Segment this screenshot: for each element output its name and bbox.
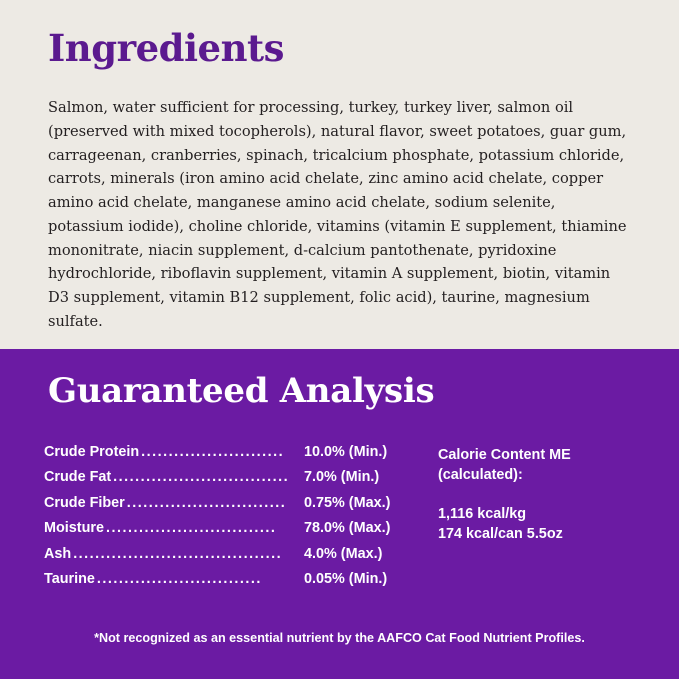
- nutrient-name: Moisture: [44, 520, 104, 537]
- table-row: [44, 521, 424, 535]
- nutrient-value: 7.0% (Min.): [304, 469, 380, 486]
- table-row: [44, 470, 424, 484]
- nutrient-name: Taurine: [44, 571, 95, 588]
- nutrient-table: [44, 445, 424, 597]
- nutrient-name: Ash: [44, 545, 72, 562]
- table-row: [44, 496, 424, 510]
- guaranteed-analysis-panel: [0, 349, 679, 679]
- leader-dots: ..............................: [96, 572, 262, 587]
- nutrient-name: Crude Protein: [44, 444, 140, 460]
- leader-dots: ................................: [113, 470, 290, 485]
- nutrient-name: Crude Fat: [44, 469, 112, 486]
- nutrient-value: 0.05% (Min.): [304, 571, 388, 588]
- leader-dots: .............................: [126, 495, 287, 511]
- leader-dots: ..........................: [141, 445, 285, 460]
- calorie-per-kg: 1,116 kcal/kg: [438, 505, 527, 522]
- nutrient-value: 4.0% (Max.): [304, 545, 383, 562]
- nutrient-name: Crude Fiber: [44, 494, 125, 511]
- table-row: [44, 547, 424, 561]
- calorie-content-heading-line2: (calculated):: [438, 467, 523, 484]
- aafco-footnote: *Not recognized as an essential nutrient by the AAFCO Cat Food Nutrient Profiles.: [94, 631, 585, 645]
- guaranteed-analysis-title: Guaranteed Analysis: [48, 371, 435, 411]
- calorie-per-can: 174 kcal/can 5.5oz: [438, 526, 563, 543]
- ingredients-text: Salmon, water sufficient for processing, turkey, turkey liver, salmon oil (preserved with mixed tocopherols), natural flavor, sweet potatoes, guar gum, carrageenan, cranberries, spinach, tricalcium phosphate, potassium chloride, carrots, minerals (iron amino acid chelate, zinc amino acid chelate, copper amino acid chelate, manganese amino acid chelate, sodium selenite, potassium iodide), choline chloride, vitamins (vitamin E supplement, thiamine mononitrate, niacin supplement, d-calcium pantothenate, pyridoxine hydrochloride, riboflavin supplement, vitamin A supplement, biotin, vitamin D3 supplement, vitamin B12 supplement, folic acid), taurine, magnesium sulfate.: [48, 99, 627, 331]
- leader-dots: ......................................: [73, 546, 283, 562]
- guaranteed-analysis-columns: [44, 445, 635, 597]
- leader-dots: ...............................: [105, 521, 277, 536]
- table-row: [44, 572, 424, 586]
- calorie-content-heading: [438, 445, 571, 486]
- calorie-content-heading-line1: Calorie Content ME: [438, 447, 571, 463]
- table-row: [44, 445, 424, 459]
- nutrient-value: 0.75% (Max.): [304, 494, 391, 511]
- ingredients-title: Ingredients: [48, 26, 284, 70]
- nutrient-value: 10.0% (Min.): [304, 444, 388, 460]
- nutrient-value: 78.0% (Max.): [304, 520, 391, 537]
- calorie-content-block: [424, 445, 571, 545]
